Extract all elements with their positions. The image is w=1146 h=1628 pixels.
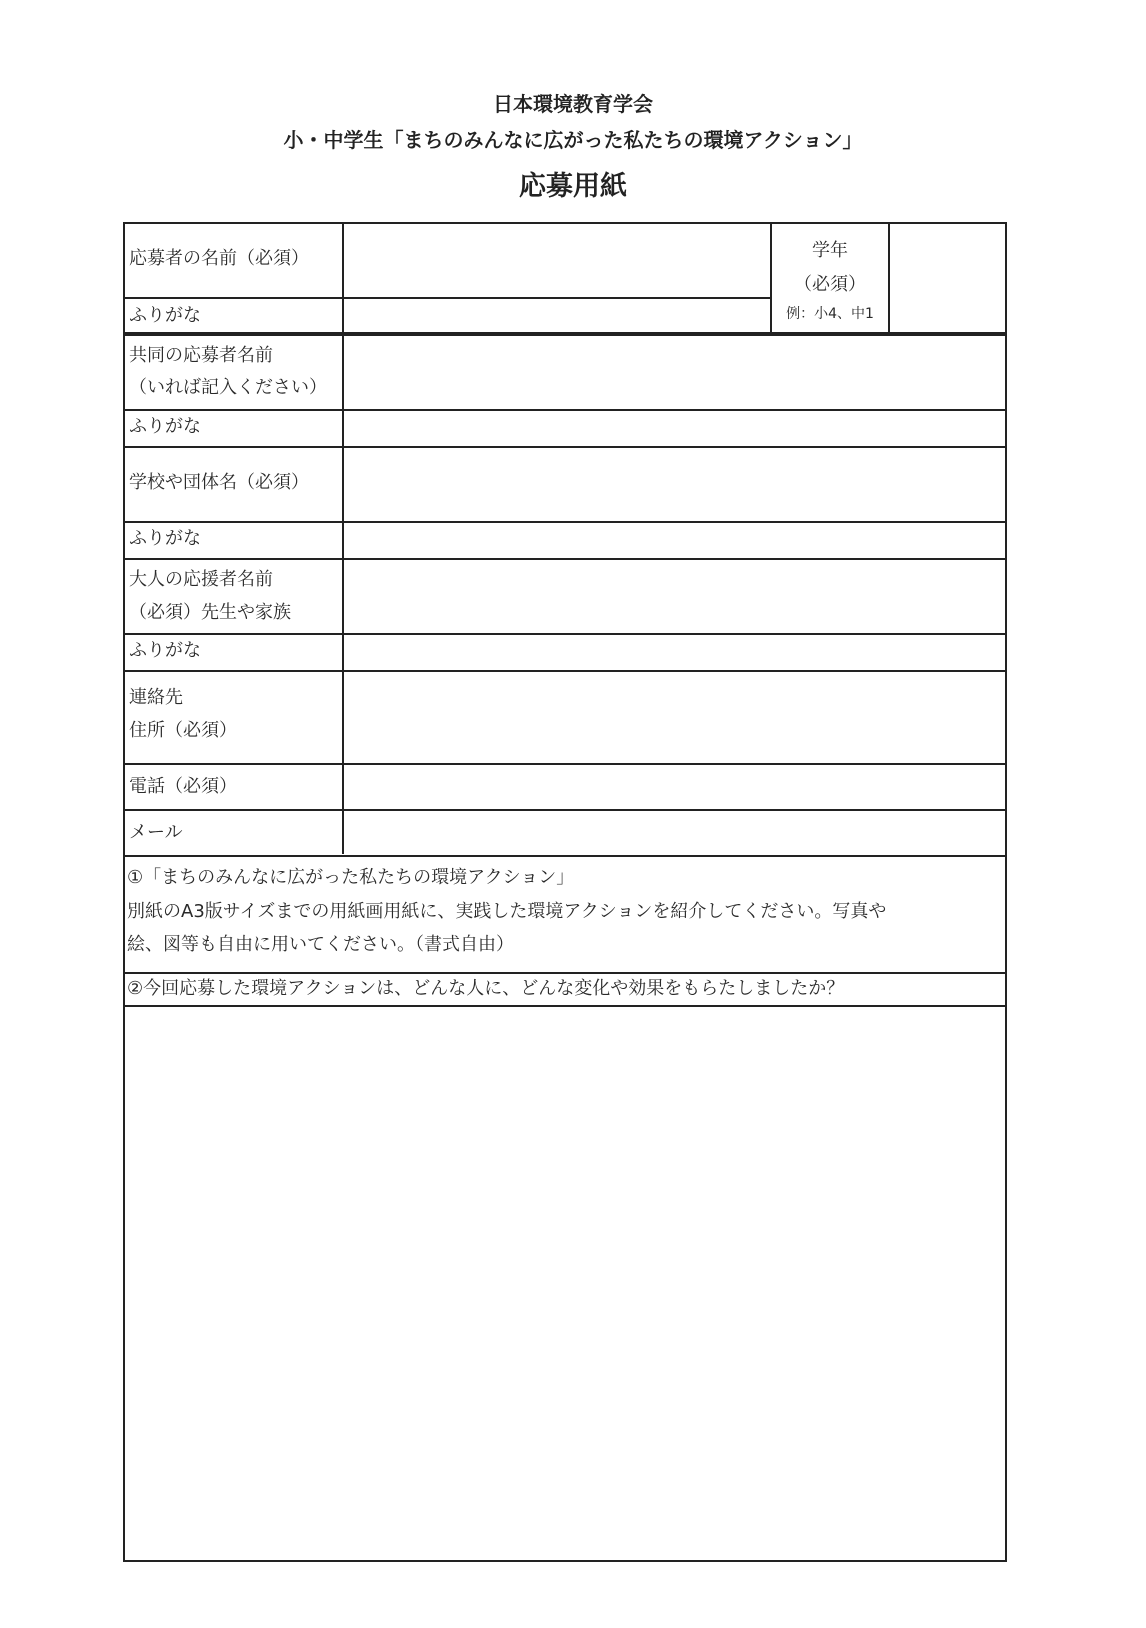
co-applicant-furigana-field[interactable] xyxy=(344,411,1005,446)
co-applicant-label: 共同の応募者名前 xyxy=(129,345,273,366)
address-field[interactable] xyxy=(344,672,1005,763)
address-label: 住所（必須） xyxy=(129,720,237,741)
supporter-furigana-label: ふりがな xyxy=(129,640,201,661)
organization-name: 日本環境教育学会 xyxy=(493,92,653,116)
school-furigana-field[interactable] xyxy=(344,523,1005,558)
supporter-note: （必須）先生や家族 xyxy=(129,602,291,623)
question-1-instructions: 別紙のA3版サイズまでの用紙画用紙に、実践した環境アクションを紹介してください。写真や xyxy=(127,901,887,922)
contact-label: 連絡先 xyxy=(129,687,183,708)
co-applicant-note: （いれば記入ください） xyxy=(129,377,327,398)
applicant-furigana-field[interactable] xyxy=(344,299,770,332)
contest-name: 小・中学生「まちのみんなに広がった私たちの環境アクション」 xyxy=(283,128,863,152)
supporter-furigana-field[interactable] xyxy=(344,635,1005,670)
grade-field[interactable] xyxy=(890,224,1005,332)
grade-required-label: （必須） xyxy=(794,274,866,295)
grade-example: 例：小4、中1 xyxy=(786,306,874,322)
email-field[interactable] xyxy=(344,811,1005,855)
question-2-text: ②今回応募した環境アクションは、どんな人に、どんな変化や効果をもらたしましたか？ xyxy=(127,978,845,999)
co-applicant-field[interactable] xyxy=(344,336,1005,409)
email-label: メール xyxy=(129,822,183,843)
question-1-instructions-cont: 絵、図等も自由に用いてください。（書式自由） xyxy=(127,934,514,955)
school-furigana-label: ふりがな xyxy=(129,528,201,549)
row-line xyxy=(123,855,1007,857)
co-applicant-furigana-label: ふりがな xyxy=(129,416,201,437)
question-1-title: ①「まちのみんなに広がった私たちの環境アクション」 xyxy=(127,867,575,888)
school-label: 学校や団体名（必須） xyxy=(129,472,309,493)
applicant-name-label: 応募者の名前（必須） xyxy=(129,248,309,269)
applicant-name-field[interactable] xyxy=(344,224,770,297)
supporter-label: 大人の応援者名前 xyxy=(129,569,273,590)
phone-field[interactable] xyxy=(344,765,1005,809)
grade-label: 学年 xyxy=(812,240,848,261)
applicant-furigana-label: ふりがな xyxy=(129,305,201,326)
supporter-field[interactable] xyxy=(344,560,1005,633)
form-title: 応募用紙 xyxy=(519,171,627,202)
question-2-answer-area[interactable] xyxy=(125,1007,1005,1560)
phone-label: 電話（必須） xyxy=(129,776,237,797)
school-field[interactable] xyxy=(344,448,1005,521)
